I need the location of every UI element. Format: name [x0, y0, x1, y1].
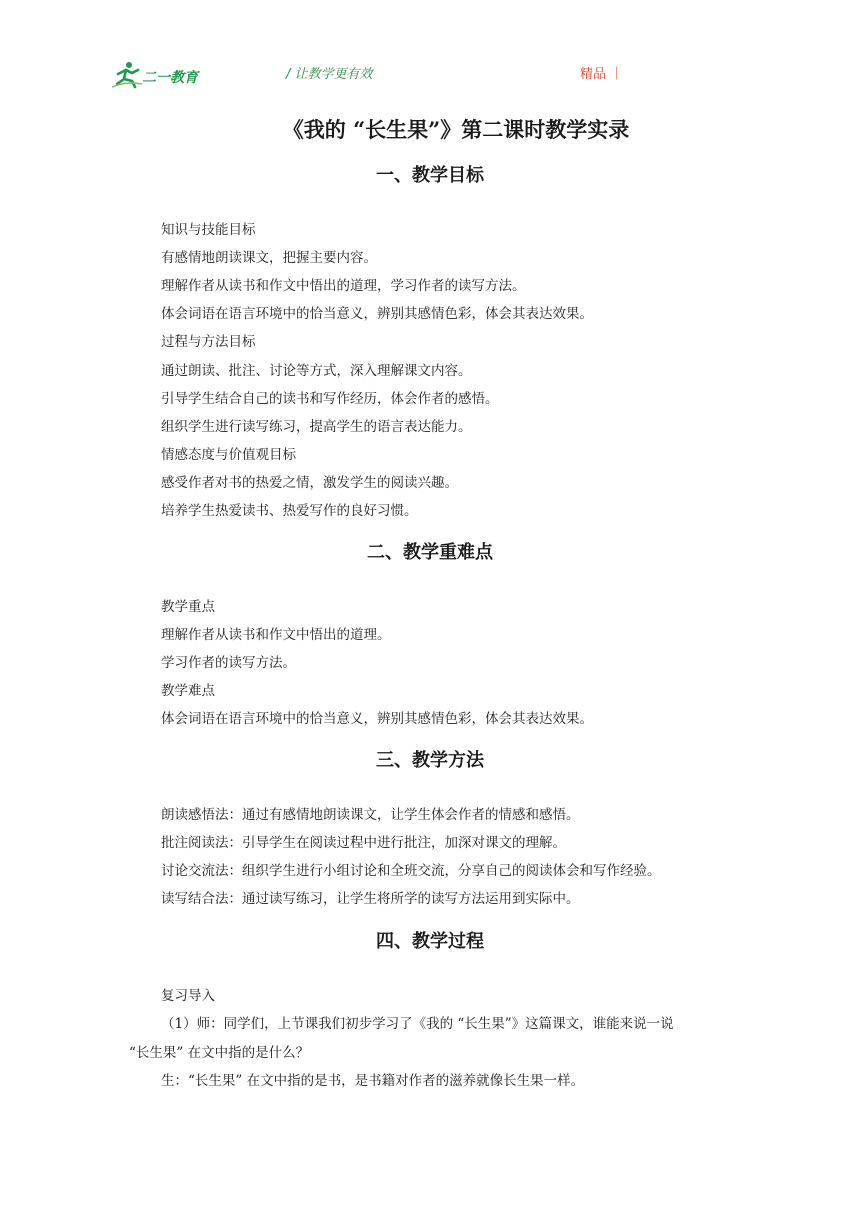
- text-line: 过程与方法目标: [161, 334, 256, 350]
- text-line: 读写结合法：通过读写练习，让学生将所学的读写方法运用到实际中。: [161, 891, 580, 907]
- text-line: 理解作者从读书和作文中悟出的道理。: [161, 627, 391, 643]
- text-line: 有感情地朗读课文，把握主要内容。: [161, 250, 377, 266]
- text-line: 感受作者对书的热爱之情，激发学生的阅读兴趣。: [161, 475, 458, 491]
- text-line: 理解作者从读书和作文中悟出的道理，学习作者的读写方法。: [161, 278, 526, 294]
- header-slogan: / 让教学更有效: [286, 67, 373, 82]
- document-title: 《我的 “长生果”》第二课时教学实录: [282, 117, 630, 142]
- brand-logo: [112, 60, 204, 90]
- text-line: 讨论交流法：组织学生进行小组讨论和全班交流，分享自己的阅读体会和写作经验。: [161, 863, 661, 879]
- runner-icon: [112, 60, 144, 90]
- page-header: [0, 0, 860, 100]
- text-line: 知识与技能目标: [161, 222, 256, 238]
- text-line: 体会词语在语言环境中的恰当意义，辨别其感情色彩，体会其表达效果。: [161, 306, 593, 322]
- quality-label: 精品 ｜: [580, 67, 624, 82]
- text-line: 培养学生热爱读书、热爱写作的良好习惯。: [161, 503, 418, 519]
- text-line: 体会词语在语言环境中的恰当意义，辨别其感情色彩，体会其表达效果。: [161, 711, 593, 727]
- logo-text: 二一教育: [142, 70, 198, 86]
- text-line: （1）师：同学们，上节课我们初步学习了《我的 “长生果”》这篇课文，谁能来说一说: [161, 1016, 674, 1032]
- text-line: 情感态度与价值观目标: [161, 447, 296, 463]
- text-line: 通过朗读、批注、讨论等方式，深入理解课文内容。: [161, 363, 472, 379]
- text-line: 复习导入: [161, 988, 215, 1004]
- text-line: 生：“长生果” 在文中指的是书，是书籍对作者的滋养就像长生果一样。: [161, 1073, 585, 1089]
- text-line: 教学难点: [161, 683, 215, 699]
- section-heading-objectives: 一、教学目标: [376, 165, 484, 186]
- text-line: 教学重点: [161, 599, 215, 615]
- text-line: 批注阅读法：引导学生在阅读过程中进行批注，加深对课文的理解。: [161, 835, 566, 851]
- text-line: 学习作者的读写方法。: [161, 655, 296, 671]
- text-line: 组织学生进行读写练习，提高学生的语言表达能力。: [161, 419, 472, 435]
- section-heading-process: 四、教学过程: [376, 931, 484, 952]
- text-line: 引导学生结合自己的读书和写作经历，体会作者的感悟。: [161, 391, 499, 407]
- section-heading-key-points: 二、教学重难点: [367, 542, 493, 563]
- text-line: 朗读感悟法：通过有感情地朗读课文，让学生体会作者的情感和感悟。: [161, 807, 580, 823]
- section-heading-methods: 三、教学方法: [376, 750, 484, 771]
- text-line: “长生果” 在文中指的是什么？: [129, 1045, 310, 1061]
